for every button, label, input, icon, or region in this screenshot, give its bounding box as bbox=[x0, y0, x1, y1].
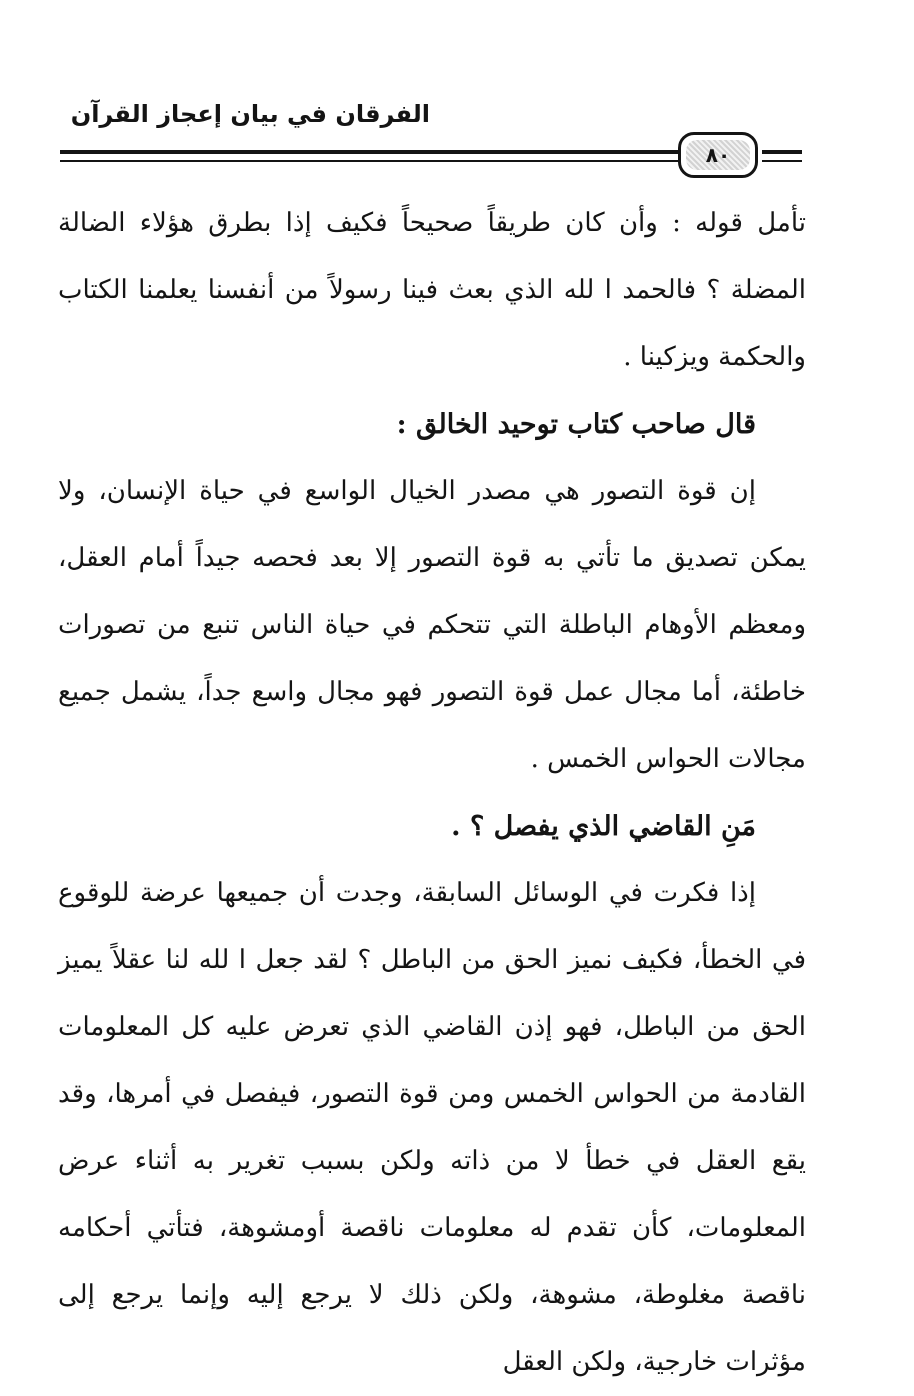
book-title: الفرقان في بيان إعجاز القرآن bbox=[70, 100, 430, 128]
header-rule-thin bbox=[60, 160, 678, 162]
page-number-frame bbox=[678, 132, 758, 178]
header-rule-right-thick bbox=[762, 150, 802, 154]
section-heading-2: مَنِ القاضي الذي يفصل ؟ . bbox=[451, 811, 756, 842]
header-rule-right-thin bbox=[762, 160, 802, 162]
paragraph-1: تأمل قوله : وأن كان طريقاً صحيحاً فكيف إذا بطرق هؤلاء الضالة المضلة ؟ فالحمد ا لله الذي بعث فينا رسولاً من أنفسنا يعلمنا الكتاب والحكمة ويزكينا . bbox=[58, 208, 806, 372]
header-rule-thick bbox=[60, 150, 678, 154]
page-number: ٨٠ bbox=[686, 140, 750, 170]
paragraph-3: إذا فكرت في الوسائل السابقة، وجدت أن جميعها عرضة للوقوع في الخطأ، فكيف نميز الحق من الباطل ؟ لقد جعل ا لله لنا عقلاً يميز الحق من الباطل، فهو إذن القاضي الذي تعرض عليه كل المعلومات القادمة من الحواس الخمس ومن قوة التصور، فيفصل في أمرها، وقد يقع العقل في خطأ لا من ذاته ولكن بسبب تغرير به أثناء عرض المعلومات، كأن تقدم له معلومات ناقصة أومشوهة، فتأتي أحكامه ناقصة مغلوطة، مشوهة، ولكن ذلك لا يرجع إليه وإنما يرجع إلى مؤثرات خارجية، ولكن العقل bbox=[58, 878, 806, 1377]
section-heading-1: قال صاحب كتاب توحيد الخالق : bbox=[396, 409, 756, 440]
page-body bbox=[58, 190, 806, 1396]
paragraph-2: إن قوة التصور هي مصدر الخيال الواسع في حياة الإنسان، ولا يمكن تصديق ما تأتي به قوة التصور إلا بعد فحصه جيداً أمام العقل، ومعظم الأوهام الباطلة التي تتحكم في حياة الناس تنبع من تصورات خاطئة، أما مجال عمل قوة التصور فهو مجال واسع جداً، يشمل جميع مجالات الحواس الخمس . bbox=[58, 476, 806, 774]
